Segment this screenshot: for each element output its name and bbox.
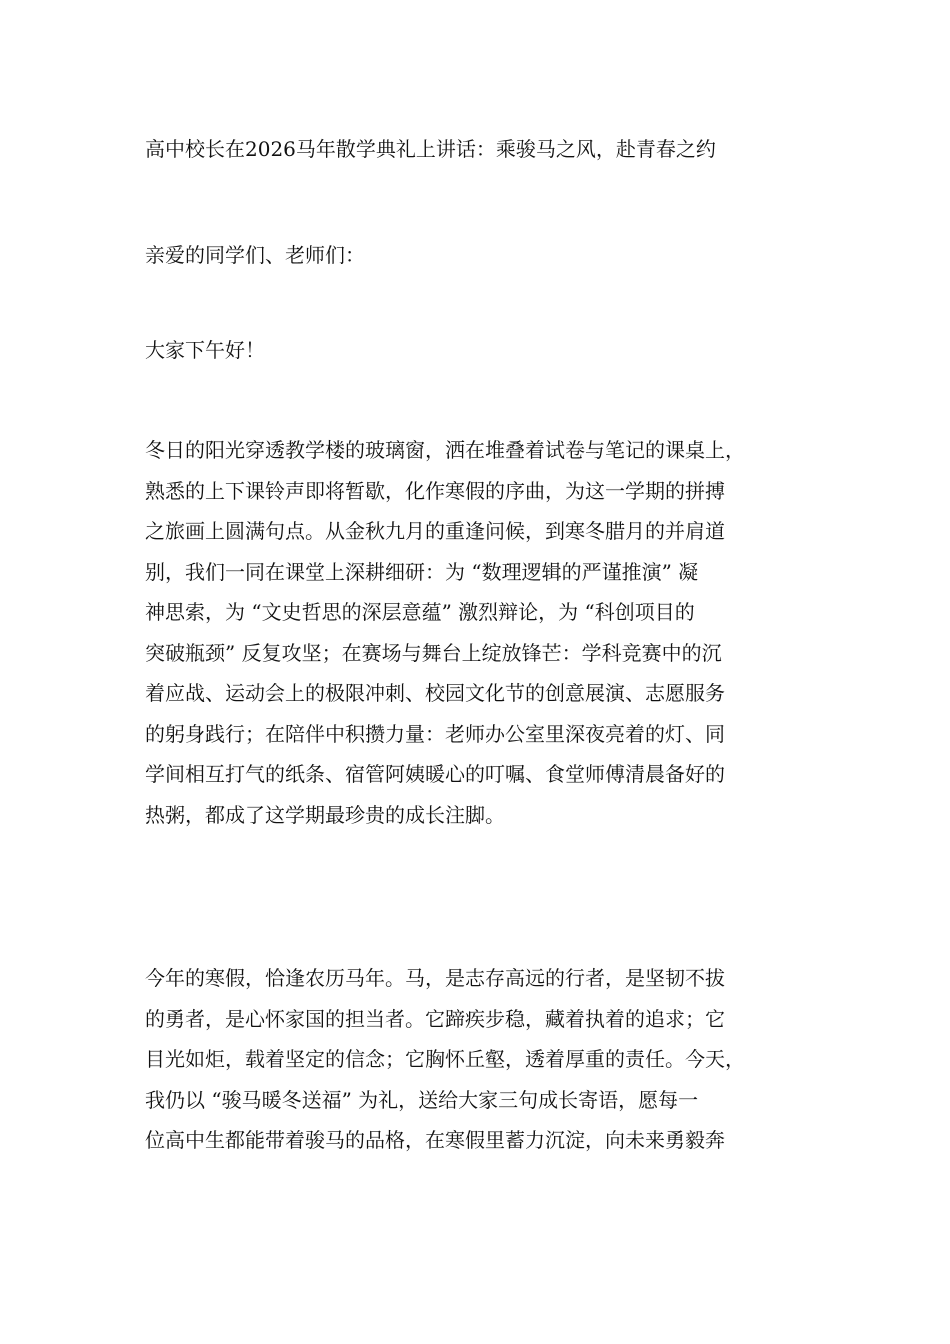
paragraph-line: 别，我们一同在课堂上深耕细研：为 “数理逻辑的严谨推演” 凝 [145, 559, 699, 584]
paragraph-line: 今年的寒假，恰逢农历马年。马，是志存高远的行者，是坚韧不拔 [145, 966, 725, 990]
paragraph-line: 熟悉的上下课铃声即将暂歇，化作寒假的序曲，为这一学期的拼搏 [145, 478, 725, 503]
paragraph-line: 神思索，为 “文史哲思的深层意蕴” 激烈辩论，为 “科创项目的 [145, 600, 695, 624]
paragraph-line: 目光如炬，载着坚定的信念；它胸怀丘壑，透着厚重的责任。今天， [145, 1047, 745, 1071]
paragraph-line: 位高中生都能带着骏马的品格，在寒假里蓄力沉淀，向未来勇毅奔 [145, 1128, 725, 1152]
paragraph-line: 冬日的阳光穿透教学楼的玻璃窗，洒在堆叠着试卷与笔记的课桌上， [145, 438, 745, 462]
paragraph-line: 学间相互打气的纸条、宿管阿姨暖心的叮嘱、食堂师傅清晨备好的 [145, 762, 725, 786]
paragraph-2 [145, 958, 835, 1161]
paragraph-line: 之旅画上圆满句点。从金秋九月的重逢问候，到寒冬腊月的并肩道 [145, 519, 725, 543]
paragraph-line: 的躬身践行；在陪伴中积攒力量：老师办公室里深夜亮着的灯、同 [145, 721, 725, 746]
salutation: 亲爱的同学们、老师们： [145, 243, 365, 267]
paragraph-line: 突破瓶颈” 反复攻坚；在赛场与舞台上绽放锋芒：学科竞赛中的沉 [145, 640, 722, 665]
paragraph-1 [145, 430, 835, 835]
greeting: 大家下午好！ [145, 338, 265, 362]
paragraph-line: 热粥，都成了这学期最珍贵的成长注脚。 [145, 802, 505, 827]
paragraph-line: 的勇者，是心怀家国的担当者。它蹄疾步稳，藏着执着的追求；它 [145, 1006, 725, 1031]
paragraph-line: 我仍以 “骏马暖冬送福” 为礼，送给大家三句成长寄语，愿每一 [145, 1087, 699, 1112]
paragraph-line: 着应战、运动会上的极限冲刺、校园文化节的创意展演、志愿服务 [145, 681, 725, 705]
document-title: 高中校长在2026马年散学典礼上讲话：乘骏马之风，赴青春之约 [145, 137, 716, 161]
